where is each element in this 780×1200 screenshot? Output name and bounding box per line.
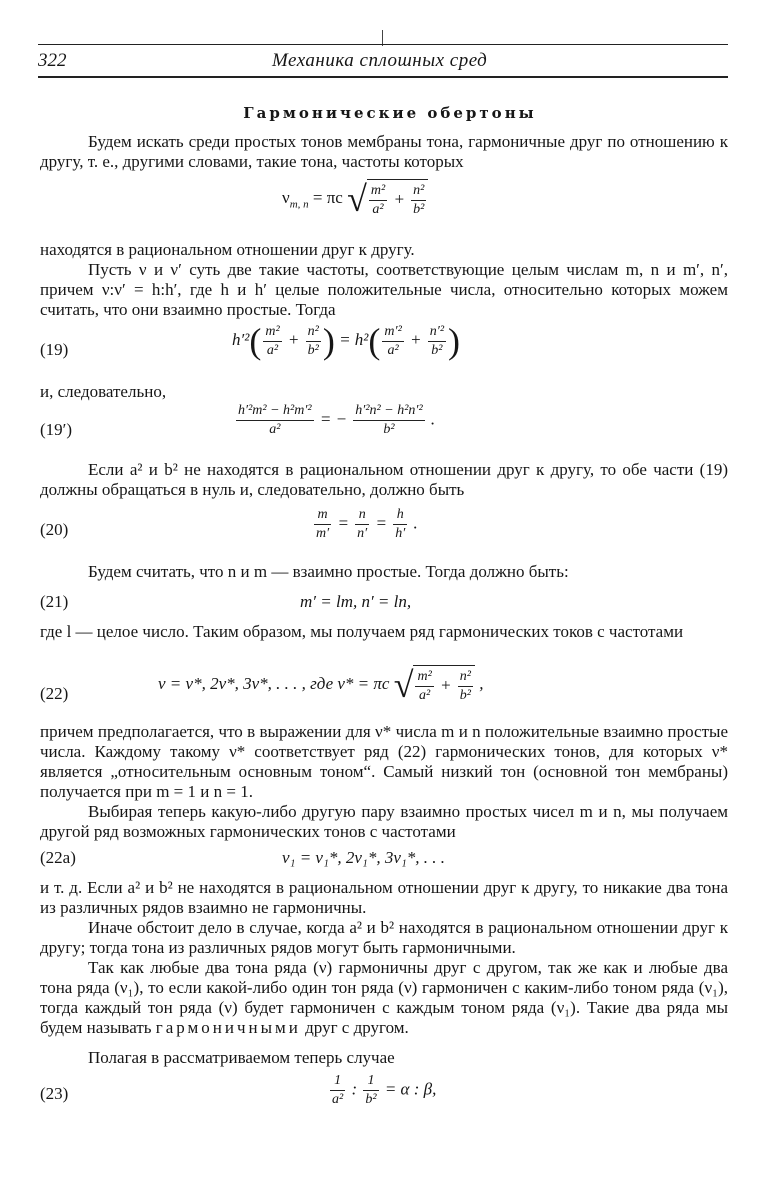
header-rule-bottom: [38, 76, 728, 78]
sqrt-icon: √: [347, 179, 367, 219]
paragraph-12-text: Так как любые два тона ряда (ν) гармоничны друг с другом, так же как и любые два тона ряда (ν₁), то если какой-либо один тон ряда (ν) гармоничен с каким-либо тоном ряда (ν₁), тогда каждый тон ряда (ν) будет гармоничен с каждым тоном ряда (ν₁). Такие два ряда мы будем называть: [40, 958, 728, 1037]
eq-label-22a: (22a): [40, 848, 76, 867]
equation-22a: ν₁ = ν₁*, 2ν₁*, 3ν₁*, . . .: [282, 848, 446, 867]
section-title: Гармонические обертоны: [243, 104, 537, 122]
equation-23-ratio: = α : β,: [384, 1079, 437, 1099]
pi-c: = πc: [312, 187, 343, 207]
eq-label-19-prime: (19′): [40, 420, 73, 439]
equation-23: $\frac{1}{\text{a²}}$ : $\frac{1}{\text{b²}}$ = α : β,: [332, 1073, 437, 1107]
paragraph-13: Полагая в рассматриваемом теперь случае: [88, 1048, 395, 1067]
eq-label-19: (19): [40, 340, 69, 359]
running-title: Механика сплошных сред: [272, 50, 488, 71]
paragraph-8: причем предполагается, что в выражении для ν* числа m и n положительные взаимно простые числа. Каждому такому ν* соответствует ряд (22) гармонических тонов, для которых ν* является „относительным основным тоном“. Самый низкий тон (основной тон мембраны) получается при m = 1 и n = 1.: [40, 722, 728, 801]
emphasis-harmonic: гармоничными: [155, 1018, 301, 1037]
eq-label-23: (23): [40, 1084, 69, 1103]
eq-label-22: (22): [40, 684, 69, 703]
paragraph-11: Иначе обстоит дело в случае, когда a² и b² находятся в рациональном отношении друг к другу; тогда тона из различных рядов могут быть гармоничными.: [40, 918, 728, 957]
paragraph-12-end: друг с другом.: [305, 1018, 409, 1037]
paragraph-3: Пусть ν и ν′ суть две такие частоты, соответствующие целым числам m, n и m′, n′, причем ν:ν′ = h:h′, где h и h′ целые положительные числа, относительно которых можем считать, что они взаимно простые. Тогда: [40, 260, 728, 319]
paragraph-2: находятся в рациональном отношении друг к другу.: [40, 240, 415, 259]
page-number: 322: [38, 50, 67, 71]
eq-label-20: (20): [40, 520, 69, 539]
equation-22: ν = ν*, 2ν*, 3ν*, . . . , где ν* = πc √ $\frac{\text{m²}}{\text{a²}}$ + $\frac{\text{n²}}{\text{b²}}$ ,: [158, 665, 484, 705]
header-rule-top: [38, 44, 728, 45]
paragraph-12: [40, 958, 728, 1038]
equation-22-series: ν = ν*, 2ν*, 3ν*, . . . , где ν* = πc: [158, 673, 390, 693]
equation-21: m′ = lm, n′ = ln,: [300, 592, 412, 611]
equation-19: h′²( $\frac{\text{m²}}{\text{a²}}$ + $\frac{\text{n²}}{\text{b²}}$ ) = h²( $\frac{\text{m′²}}{\text{a²}}$ + $\frac{\text{n′²}}{\text{b²}}$ ): [232, 321, 461, 361]
equation-frequency: $\nu_{m, n} = \pi c$ √ $\frac{\text{m²}}{\text{a²}}$ + $\frac{\text{n²}}{\text{b²}}$: [282, 178, 428, 220]
paragraph-6: Будем считать, что n и m — взаимно простые. Тогда должно быть:: [88, 562, 569, 581]
eq-label-21: (21): [40, 592, 69, 611]
paragraph-4: и, следовательно,: [40, 382, 167, 401]
nu-subscript: m, n: [289, 198, 309, 211]
paragraph-5: Если a² и b² не находятся в рациональном отношении друг к другу, то обе части (19) должны обращаться в нуль и, следовательно, должно быть: [40, 460, 728, 499]
sqrt-icon: √: [393, 665, 414, 705]
equation-20: $\frac{m}{m'}$ = $\frac{n}{n'}$ = $\frac{h}{h'}$ .: [316, 507, 418, 541]
paragraph-9: Выбирая теперь какую-либо другую пару взаимно простых чисел m и n, мы получаем другой ряд возможных гармонических тонов с частотами: [40, 802, 728, 841]
paragraph-10: и т. д. Если a² и b² не находятся в рациональном отношении друг к другу, то никакие два тона из различных рядов взаимно не гармоничны.: [40, 878, 728, 917]
paragraph-7: где l — целое число. Таким образом, мы получаем ряд гармонических токов с частотами: [40, 622, 684, 641]
equation-19-prime: $\frac{\text{h′²m² − h²m′²}}{\text{a²}}$ = − $\frac{\text{h′²n² − h²n′²}}{\text{b²}}$ .: [238, 403, 436, 437]
nu-symbol: ν: [282, 187, 290, 207]
running-header: [38, 46, 728, 74]
paragraph-1: Будем искать среди простых тонов мембраны тона, гармоничные друг по отношению к другу, т. е., другими словами, такие тона, частоты которых: [40, 132, 728, 171]
